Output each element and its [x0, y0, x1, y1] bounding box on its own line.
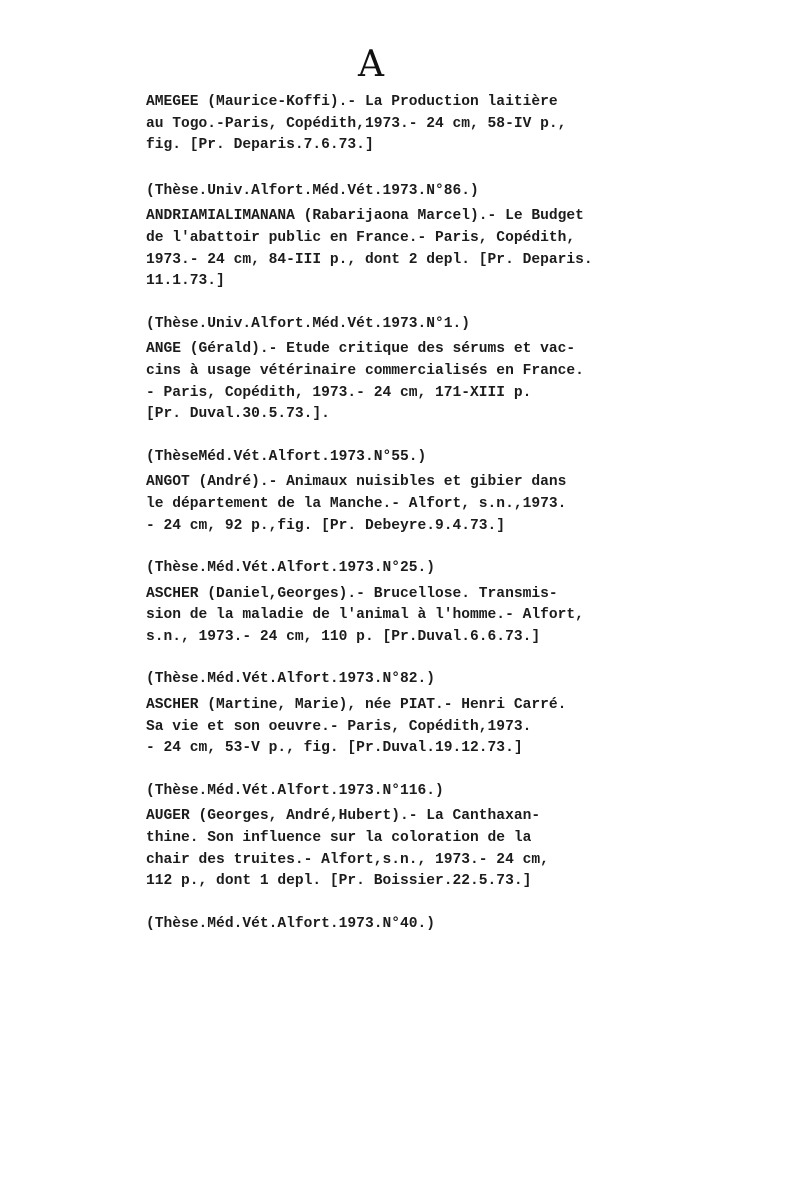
bibliography-entry [146, 206, 666, 335]
entry-line: 112 p., dont 1 depl. [Pr. Boissier.22.5.73.] [146, 873, 532, 890]
entry-line: ASCHER (Daniel,Georges).- Brucellose. Transmis- [146, 585, 558, 602]
bibliography-entry [146, 472, 666, 579]
entry-line: au Togo.-Paris, Copédith,1973.- 24 cm, 58-IV p., [146, 115, 567, 132]
thesis-note: (Thèse.Méd.Vét.Alfort.1973.N°25.) [146, 560, 436, 577]
entry-line: AUGER (Georges, André,Hubert).- La Canthaxan- [146, 808, 541, 825]
entry-line: fig. [Pr. Deparis.7.6.73.] [146, 137, 374, 154]
thesis-note: (Thèse.Univ.Alfort.Méd.Vét.1973.N°86.) [146, 182, 479, 199]
bibliography-entry [146, 806, 666, 935]
thesis-note: (Thèse.Méd.Vét.Alfort.1973.N°82.) [146, 671, 436, 688]
bibliography-entry [146, 92, 666, 202]
entry-line: sion de la maladie de l'animal à l'homme.- Alfort, [146, 607, 584, 624]
entry-line: chair des truites.- Alfort,s.n., 1973.- 24 cm, [146, 851, 549, 868]
thesis-note: (Thèse.Méd.Vét.Alfort.1973.N°116.) [146, 782, 444, 799]
entry-line: - 24 cm, 92 p.,fig. [Pr. Debeyre.9.4.73.] [146, 517, 506, 534]
entry-line: - Paris, Copédith, 1973.- 24 cm, 171-XIII p. [146, 384, 532, 401]
entry-line: ANGOT (André).- Animaux nuisibles et gibier dans [146, 474, 567, 491]
entry-line: 11.1.73.] [146, 273, 225, 290]
entry-line: [Pr. Duval.30.5.73.]. [146, 406, 330, 423]
entry-line: AMEGEE (Maurice-Koffi).- La Production laitière [146, 94, 558, 110]
entry-line: ANGE (Gérald).- Etude critique des sérums et vac- [146, 341, 576, 358]
thesis-note: (ThèseMéd.Vét.Alfort.1973.N°55.) [146, 448, 427, 465]
bibliography-entries [146, 92, 666, 939]
entry-line: cins à usage vétérinaire commercialisés en France. [146, 362, 584, 379]
entry-line: s.n., 1973.- 24 cm, 110 p. [Pr.Duval.6.6.73.] [146, 628, 541, 645]
entry-line: ANDRIAMIALIMANANA (Rabarijaona Marcel).- Le Budget [146, 208, 584, 225]
thesis-note: (Thèse.Univ.Alfort.Méd.Vét.1973.N°1.) [146, 315, 471, 332]
entry-line: le département de la Manche.- Alfort, s.n.,1973. [146, 495, 567, 512]
bibliography-entry [146, 584, 666, 691]
section-letter-heading: A [358, 44, 384, 85]
entry-line: 1973.- 24 cm, 84-III p., dont 2 depl. [Pr. Deparis. [146, 251, 593, 268]
entry-line: Sa vie et son oeuvre.- Paris, Copédith,1973. [146, 718, 532, 735]
thesis-note: (Thèse.Méd.Vét.Alfort.1973.N°40.) [146, 915, 436, 932]
bibliography-entry [146, 339, 666, 468]
entry-line: thine. Son influence sur la coloration de la [146, 830, 532, 847]
entry-line: de l'abattoir public en France.- Paris, Copédith, [146, 229, 576, 246]
entry-line: ASCHER (Martine, Marie), née PIAT.- Henri Carré. [146, 697, 567, 714]
bibliography-entry [146, 695, 666, 802]
entry-line: - 24 cm, 53-V p., fig. [Pr.Duval.19.12.73.] [146, 740, 523, 757]
